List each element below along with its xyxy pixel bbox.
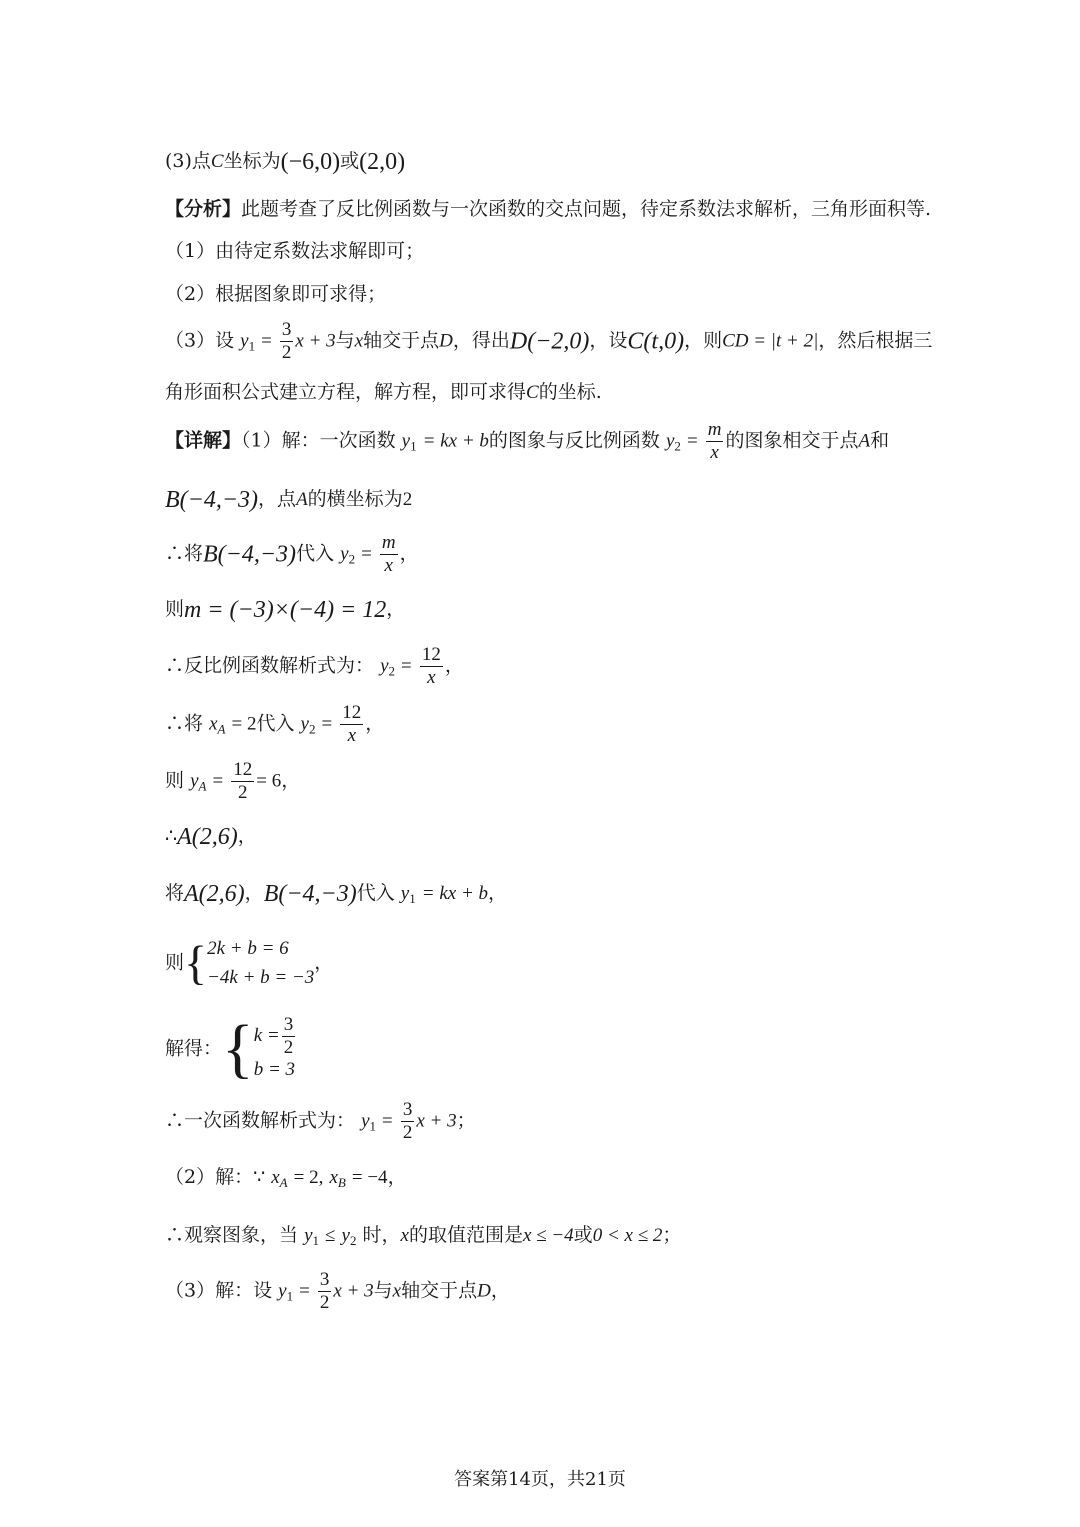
line-detail-14: ∴观察图象，当 $y_1 \le y_2$ 时，x的取值范围是x ≤ −4或0 < x ≤ 2； — [165, 1224, 682, 1248]
line-detail-2: B(−4,−3)，点A的横坐标为2 — [165, 487, 413, 513]
page-footer: 答案第14页，共21页 — [454, 1469, 626, 1490]
line-analysis-1: （1）由待定系数法求解即可； — [165, 240, 425, 262]
line-detail-4: 则m = (−3)×(−4) = 12， — [165, 597, 406, 623]
fraction: $\frac{3}{2}$ — [402, 1099, 413, 1143]
fraction: $\frac{m}{x}$ — [381, 532, 396, 576]
line-detail-9: 将A(2,6)，B(−4,−3)代入 $y_1$ = kx + b， — [165, 881, 508, 907]
line-detail: 【详解】（1）解：一次函数 $y_1$ = kx + b的图象与反比例函数 $y_2$ = $\frac{m}{x}$ 的图象相交于点A和 — [165, 419, 890, 463]
fraction: $\frac{m}{x}$ — [707, 419, 722, 463]
fraction: $\frac{3}{2}$ — [281, 319, 292, 363]
line-detail-15: （3）解：设 $y_1$ = $\frac{3}{2}$ x + 3与x轴交于点D， — [165, 1269, 510, 1313]
line-detail-10: 则{ 2k + b = 6 −4k + b = −3 ， — [165, 936, 334, 990]
line-detail-12: ∴一次函数解析式为： $y_1$ = $\frac{3}{2}$ x + 3； — [165, 1099, 476, 1143]
fraction: $\frac{12}{x}$ — [421, 644, 441, 688]
line-detail-8: ∴A(2,6)， — [165, 824, 257, 850]
line-detail-6: ∴将 $x_A = 2$代入 $y_2$ = $\frac{12}{x}$ ， — [165, 702, 385, 746]
left-brace-icon: { — [222, 1011, 254, 1085]
fraction: $\frac{3}{2}$ — [319, 1269, 330, 1313]
fraction: $\frac{12}{x}$ — [342, 702, 362, 746]
line-analysis-3: （3）设 $y_1$ = $\frac{3}{2}$ x + 3与x轴交于点D，得出D(−2,0)，设C(t,0)，则CD = |t + 2|，然后根据三 — [165, 319, 933, 363]
line-detail-7: 则 $y_A$ = $\frac{12}{2}$ = 6， — [165, 759, 301, 803]
line-detail-3: ∴将B(−4,−3)代入 $y_2$ = $\frac{m}{x}$ ， — [165, 532, 419, 576]
left-brace-icon: { — [184, 936, 208, 990]
line-answer-3: (3)点C坐标为(−6,0)或(2,0) — [165, 149, 406, 175]
fraction: $\frac{3}{2}$ — [283, 1014, 294, 1058]
line-analysis: 【分析】此题考查了反比例函数与一次函数的交点问题，待定系数法求解析，三角形面积等. — [165, 198, 932, 220]
line-analysis-3b: 角形面积公式建立方程，解方程，即可求得C的坐标. — [165, 381, 602, 403]
line-detail-13: （2）解：∵ $x_A = 2$, $x_B = -4$， — [165, 1166, 407, 1190]
line-detail-5: ∴反比例函数解析式为： $y_2$ = $\frac{12}{x}$ ， — [165, 644, 464, 688]
line-detail-11: 解得：{ k = $\frac{3}{2}$ b = 3 — [165, 1011, 296, 1085]
fraction: $\frac{12}{2}$ — [233, 759, 253, 803]
line-analysis-2: （2）根据图象即可求得； — [165, 283, 387, 305]
